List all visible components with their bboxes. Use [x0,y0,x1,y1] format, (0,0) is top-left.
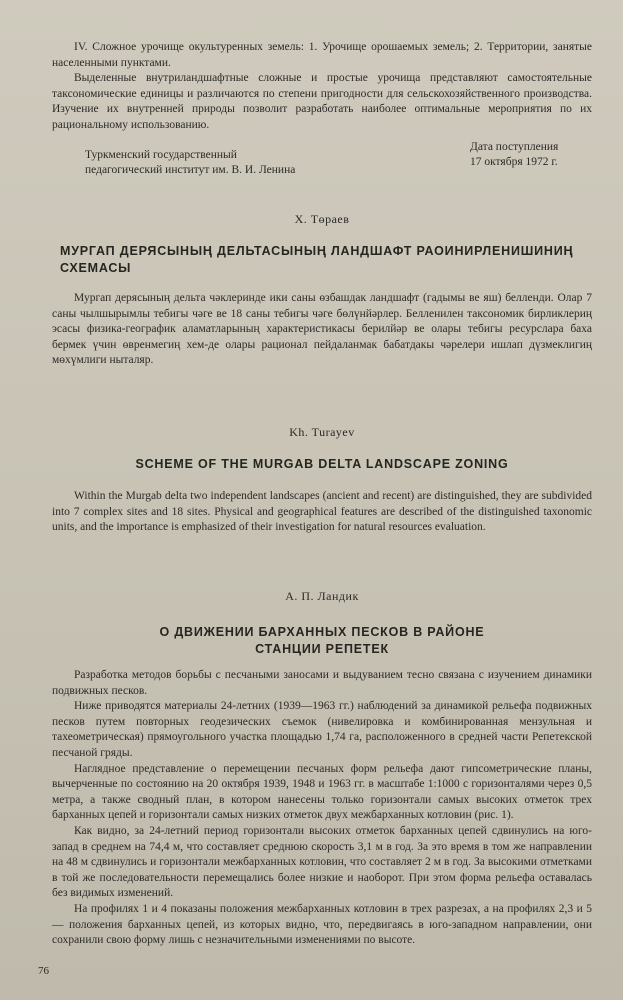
article-paragraph-2: Ниже приводятся материалы 24-летних (1939—1963 гг.) наблюдений за динамикой рельефа подвижных песков путем повторных геодезических съемок (нивелировка и комбинированная мензульная и тахеометрическая) прямоугольного участка площадью 1,74 га, расположенного в средней части Репетекской песчаной гряды. [52,700,592,759]
turkmen-abstract-section [52,291,592,369]
english-author: Kh. Turayev [289,425,355,439]
article-body [52,668,592,949]
article-paragraph-5: На профилях 1 и 4 показаны положения межбарханных котловин в трех разрезах, а на профилях 2,3 и 5 — положения барханных цепей, из которых видно, что, передвигаясь в юго-западном направлении, они сохранили свою форму лишь с незначительными изменениями по высоте. [52,902,592,947]
page-number: 76 [38,965,49,977]
turkmen-title-line-1: МУРГАП ДЕРЯСЫНЫҢ ДЕЛЬТАСЫНЫҢ ЛАНДШАФТ РАОИНИРЛЕНИШИНИҢ [60,244,574,258]
turkmen-title-line-2: СХЕМАСЫ [60,261,132,275]
institute-line-2: педагогический институт им. В. И. Ленина [85,164,296,176]
article-paragraph-1: Разработка методов борьбы с песчаными заносами и выдуванием тесно связана с изучением динамики подвижных песков. [52,669,592,697]
english-title: SCHEME OF THE MURGAB DELTA LANDSCAPE ZONING [135,457,509,471]
turkmen-title [60,243,600,277]
institute-line-1: Туркменский государственный [85,149,237,161]
article-title [52,624,592,658]
receipt-date-value: 17 октября 1972 г. [470,156,558,168]
article-paragraph-4: Как видно, за 24-летний период горизонтали высоких отметок барханных цепей сдвинулись на юго-запад в среднем на 74,4 м, что составляет среднюю скорость 3,1 м в год. За это время в том же направлении на 48 м сдвинулись и горизонтали межбарханных котловин, что составляет 2 м в год. За высокими отметками в той же последовательности перемещались более низкие и наоборот. При этом форма рельефа оставалась без видимых изменений. [52,824,592,900]
intro-section [52,40,592,134]
institute-affiliation [85,148,295,178]
intro-paragraph-2: Выделенные внутриландшафтные сложные и простые урочища представляют самостоятельные таксономические единицы и различаются по степени пригодности для сельскохозяйственного производства. Изучение их внутренней природы позволит разработать наиболее оптимальные мероприятия по их рациональному использованию. [52,72,592,131]
turkmen-abstract: Мургап дерясының дельта чәклеринде ики саны өзбашдак ландшафт (гадымы ве яш) белленди. Олар 7 саны чылшырымлы тебигы чәге ве 18 саны тебигы чәге бөлүнйәрлер. Белленилен таксономик бирликлериң эсасы физика-географик аламатларының характеристикасы берилйәр ве олары тебигы ресурслара баха бермек үчин өвренмегиң хем-де олары рационал пейдаланмак бабатдакы чәрелери ишлап дүзмеклигиң мөхүмлиги ныталяр. [52,292,592,367]
receipt-date [470,140,558,170]
article-author: А. П. Ландик [285,589,359,603]
intro-paragraph-1: IV. Сложное урочище окультуренных земель: 1. Урочище орошаемых земель; 2. Территории, занятые населенными пунктами. [52,41,592,69]
article-title-line-1: О ДВИЖЕНИИ БАРХАННЫХ ПЕСКОВ В РАЙОНЕ [159,625,485,639]
english-abstract-section [52,489,592,536]
turkmen-author: Х. Төраев [294,212,350,226]
article-title-line-2: СТАНЦИИ РЕПЕТЕК [255,642,389,656]
receipt-date-label: Дата поступления [470,141,559,153]
article-paragraph-3: Наглядное представление о перемещении песчаных форм рельефа дают гипсометрические планы, вычерченные по состоянию на 20 октября 1939, 1948 и 1963 гг. в масштабе 1:1000 с горизонталями через 0,5 метра, а также сводный план, в котором нанесены только горизонтали самых высоких отметок трех барханных цепей и горизонтали самых низких отметок двух межбарханных котловин (рис. 1). [52,762,592,822]
english-abstract: Within the Murgab delta two independent landscapes (ancient and recent) are distinguished, they are subdivided into 7 complex sites and 18 sites. Physical and geographical features are described of the distinguished taxonomic units, and the importance is emphasized of their investigation for natural resources evaluation. [52,490,592,534]
